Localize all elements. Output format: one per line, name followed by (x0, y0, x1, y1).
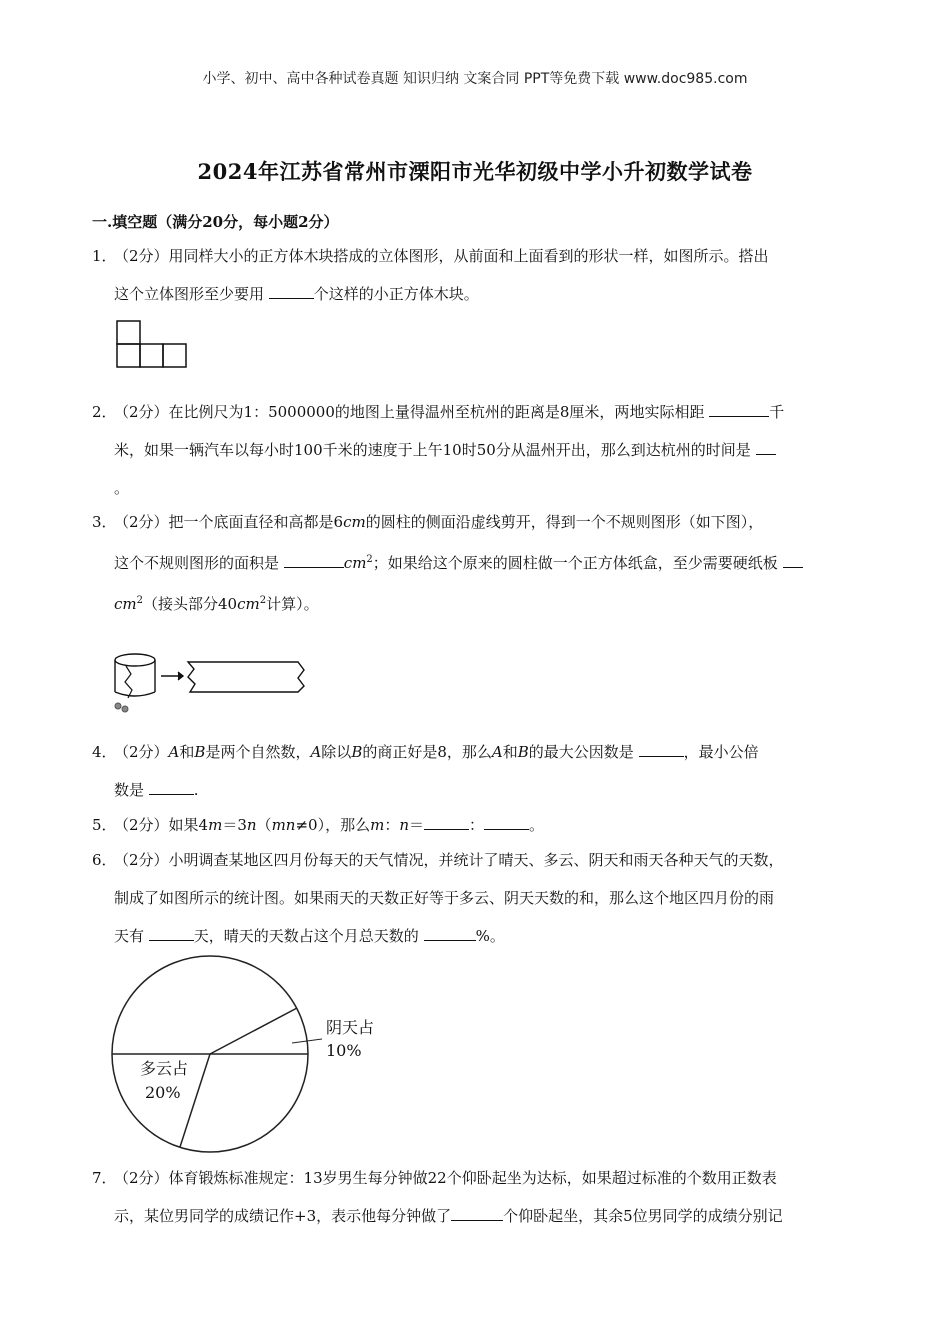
section-heading: 一.填空题（满分20分，每小题2分） (92, 213, 339, 231)
page-header: 小学、初中、高中各种试卷真题 知识归纳 文案合同 PPT等免费下载 www.doc985.com (202, 71, 748, 87)
slice-label-cloudy: 多云占 (140, 1059, 189, 1078)
question-4: 4．（2分）A和B是两个自然数，A除以B的商正好是8，那么A和B的最大公因数是 ，最小公倍 数是 . (92, 733, 867, 809)
question-1: 1．（2分）用同样大小的正方体木块搭成的立体图形，从前面和上面看到的形状一样，如图所示。搭出 这个立体图形至少要用 个这样的小正方体木块。 (92, 247, 769, 303)
question-7: 7．（2分）体育锻炼标准规定：13岁男生每分钟做22个仰卧起坐为达标，如果超过标准的个数用正数表 示，某位男同学的成绩记作+3，表示他每分钟做了 个仰卧起坐，其余5位男同学的成绩分别记 (92, 1169, 783, 1225)
page-title: 2024年江苏省常州市溧阳市光华初级中学小升初数学试卷 (197, 159, 753, 184)
weather-pie-chart (100, 950, 400, 1160)
answer-blank[interactable] (756, 438, 776, 455)
cube-figure (114, 318, 194, 370)
question-3: 3．（2分）把一个底面直径和高都是6cm的圆柱的侧面沿虚线剪开，得到一个不规则图形（如下图）， 这个不规则图形的面积是 $cm^2$；如果给这个原来的圆柱做一个正方体纸盒，至少需要硬纸板 $cm^2$（接头部分$40cm^2$计算）。 (92, 503, 867, 623)
answer-blank[interactable] (149, 924, 194, 941)
answer-blank[interactable] (424, 813, 469, 830)
slice-value-cloudy: 20% (145, 1083, 181, 1102)
question-6: 6．（2分）小明调查某地区四月份每天的天气情况，并统计了晴天、多云、阴天和雨天各种天气的天数， 制成了如图所示的统计图。如果雨天的天数正好等于多云、阴天天数的和，那么这个地区四月份的雨 天有 天，晴天的天数占这个月总天数的 %。 (92, 851, 784, 945)
answer-blank[interactable] (269, 282, 314, 299)
answer-blank[interactable] (284, 551, 344, 568)
cylinder-figure (108, 652, 313, 716)
answer-blank[interactable] (149, 778, 194, 795)
pie-divider (210, 1008, 297, 1054)
answer-blank[interactable] (783, 551, 803, 568)
question-5: 5．（2分）如果4m＝3n（mn≠0），那么m：n＝ ： 。 (92, 806, 867, 844)
slice-value-overcast: 10% (326, 1041, 362, 1060)
answer-blank[interactable] (639, 740, 684, 757)
answer-blank[interactable] (709, 400, 769, 417)
answer-blank[interactable] (484, 813, 529, 830)
answer-blank[interactable] (451, 1204, 503, 1221)
slice-label-overcast: 阴天占 (326, 1018, 375, 1037)
question-2: 2．（2分）在比例尺为1：5000000的地图上量得温州至杭州的距离是8厘米，两地实际相距 千 米，如果一辆汽车以每小时100千米的速度于上午10时50分从温州开出，那么到达杭州的时间是 。 (92, 393, 867, 507)
answer-blank[interactable] (424, 924, 476, 941)
